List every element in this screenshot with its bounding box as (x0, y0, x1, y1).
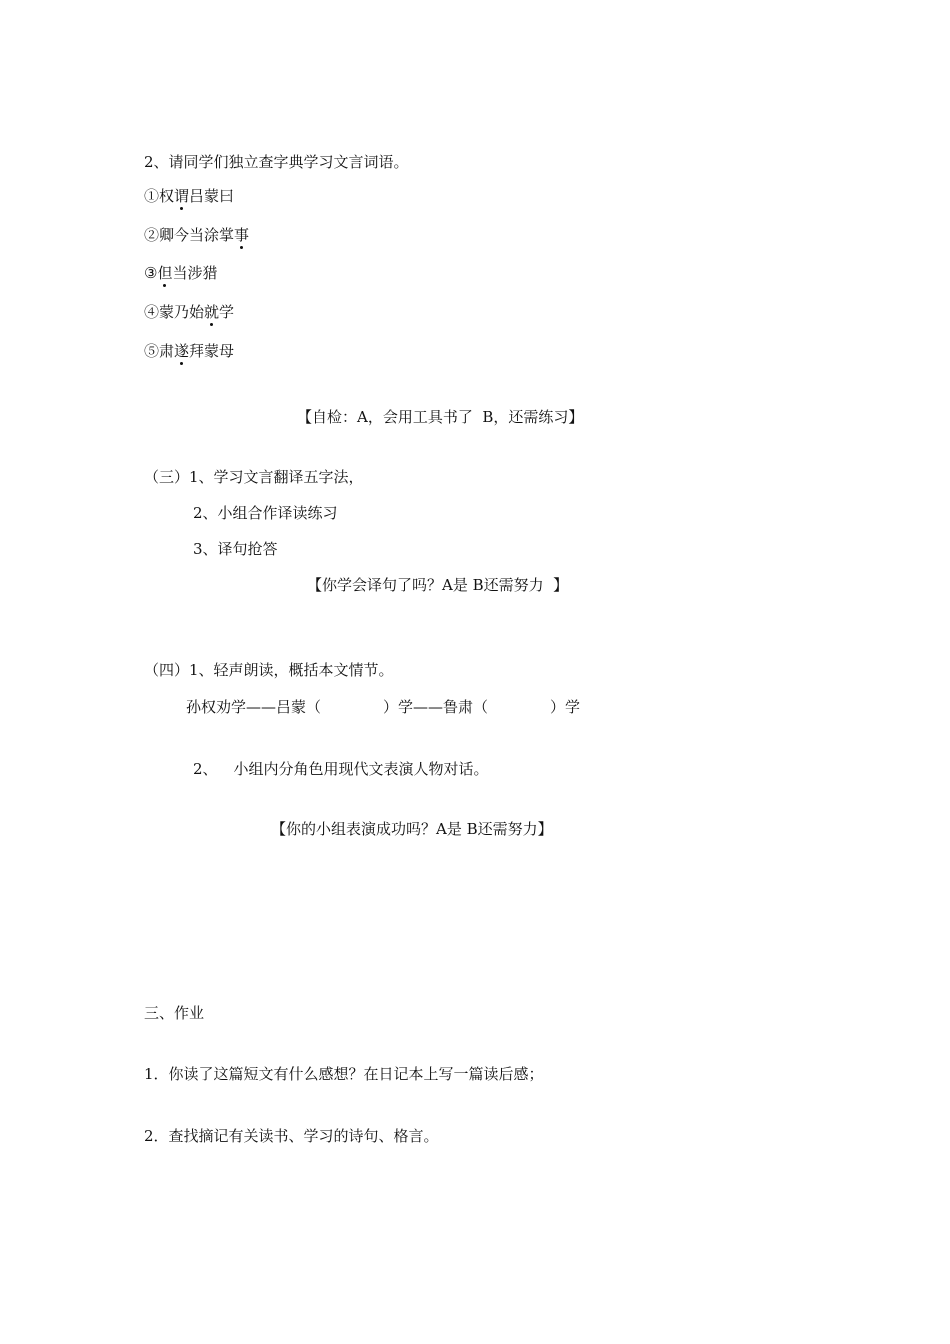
step-text: 1、学习文言翻译五字法， (189, 468, 364, 486)
vocab-item-1 (144, 186, 234, 206)
item-text: 当涉猎 (172, 264, 218, 282)
vocab-item-4 (144, 302, 234, 322)
item-number: ④ (144, 303, 160, 321)
self-check: 【自检：A，会用工具书了 B，还需练习】 (297, 408, 584, 426)
homework-title: 三、作业 (144, 1004, 205, 1022)
homework-item-2: 2．查找摘记有关读书、学习的诗句、格言。 (144, 1127, 439, 1145)
item-text: 蒙乃始 (159, 303, 205, 321)
part4-step1 (144, 660, 394, 680)
part4-check: 【你的小组表演成功吗？A是 B还需努力】 (271, 820, 553, 838)
plot-text: 孙权劝学——吕蒙（ (186, 698, 322, 716)
homework-item-1: 1．你读了这篇短文有什么感想？在日记本上写一篇读后感； (144, 1065, 544, 1083)
vocab-item-3 (144, 263, 217, 283)
plot-summary (186, 697, 580, 717)
vocab-item-2 (144, 225, 249, 245)
vocab-item-5 (144, 341, 234, 361)
item-number: ③ (144, 264, 158, 282)
dotted-word: 遂 (174, 342, 190, 360)
step-number: 2、 (193, 760, 218, 778)
item-text: 学 (219, 303, 235, 321)
plot-text: ）学——鲁肃（ (383, 698, 489, 716)
section-heading: 2、请同学们独立查字典学习文言词语。 (144, 153, 409, 171)
item-text: 权 (159, 187, 175, 205)
item-text: 卿今当涂掌 (159, 226, 235, 244)
item-number: ① (144, 187, 160, 205)
part3-step1 (144, 467, 364, 487)
part3-step2: 2、小组合作译读练习 (193, 504, 338, 522)
item-text: 拜蒙母 (189, 342, 235, 360)
item-number: ⑤ (144, 342, 160, 360)
part4-step2 (193, 759, 489, 779)
part3-step3: 3、译句抢答 (193, 540, 278, 558)
part-label: （三） (144, 468, 190, 486)
dotted-word: 谓 (174, 187, 190, 205)
item-number: ② (144, 226, 160, 244)
part-label: （四） (144, 661, 190, 679)
part3-check: 【你学会译句了吗？A是 B还需努力 】 (307, 576, 569, 594)
step-text: 小组内分角色用现代文表演人物对话。 (233, 760, 489, 778)
dotted-word: 事 (234, 226, 250, 244)
dotted-word: 但 (157, 264, 173, 282)
step-text: 1、轻声朗读，概括本文情节。 (189, 661, 394, 679)
item-text: 吕蒙曰 (189, 187, 235, 205)
plot-text: ）学 (550, 698, 581, 716)
item-text: 肃 (159, 342, 175, 360)
dotted-word: 就 (204, 303, 220, 321)
